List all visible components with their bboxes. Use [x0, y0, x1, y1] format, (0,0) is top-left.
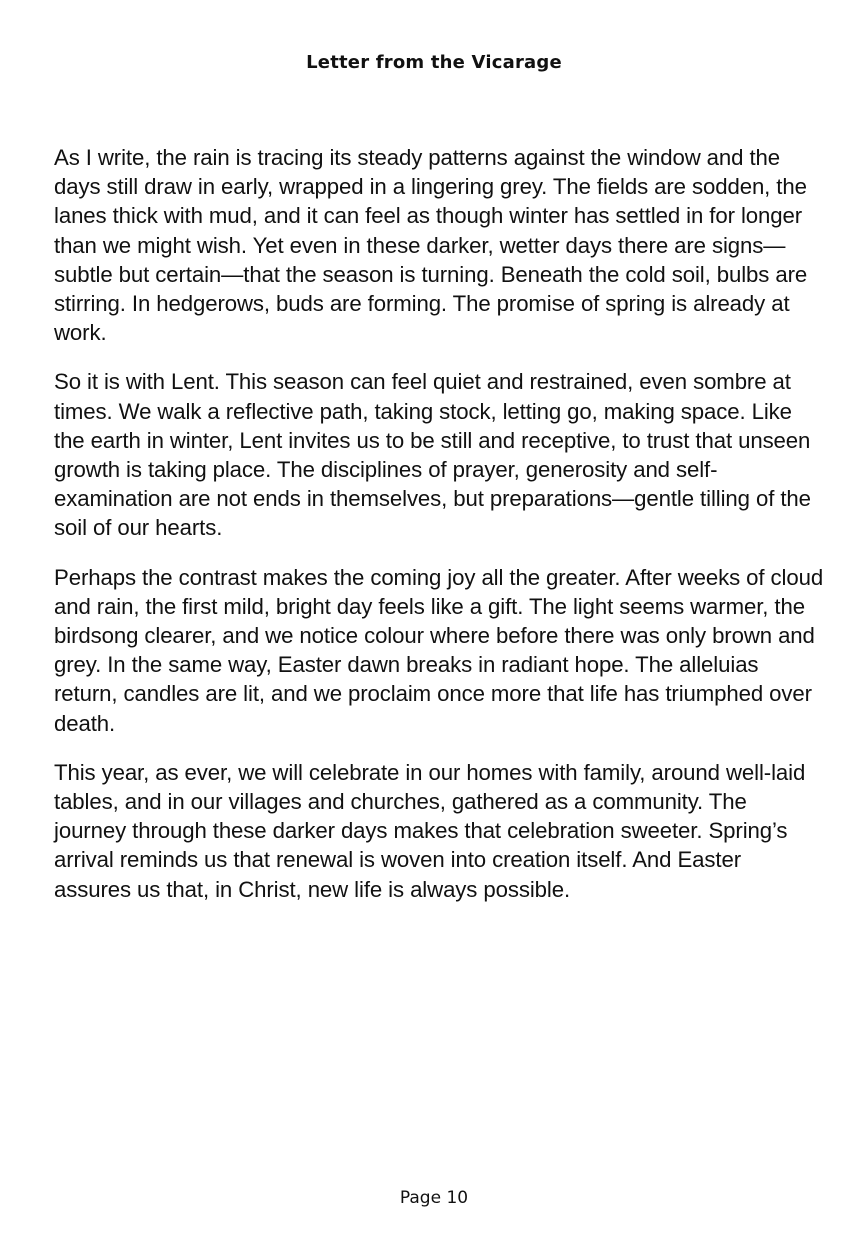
page-title: Letter from the Vicarage [306, 52, 562, 73]
page-number: Page 10 [399, 1188, 469, 1208]
paragraph: This year, as ever, we will celebrate in our homes with family, around well-laid tables, and in our villages and churches, gathered as a community. The journey through these darker days makes that celebration sweeter. Spring’s arrival reminds us that renewal is woven into creation itself. And Easter assures us that, in Christ, new life is always possible. [54, 759, 806, 902]
paragraph: Perhaps the contrast makes the coming joy all the greater. After weeks of cloud and rain, the first mild, bright day feels like a gift. The light seems warmer, the birdsong clearer, and we notice colour where before there was only brown and grey. In the same way, Easter dawn breaks in radiant hope. The alleluias return, candles are lit, and we proclaim once more that life has triumphed over death. [54, 564, 824, 736]
paragraph: As I write, the rain is tracing its steady patterns against the window and the days still draw in early, wrapped in a lingering grey. The fields are sodden, the lanes thick with mud, and it can feel as though winter has settled in for longer than we might wish. Yet even in these darker, wetter days there are signs—subtle but certain—that the season is turning. Beneath the cold soil, bulbs are stirring. In hedgerows, buds are forming. The promise of spring is already at work. [54, 145, 808, 346]
paragraph: So it is with Lent. This season can feel quiet and restrained, even sombre at times. We walk a reflective path, taking stock, letting go, making space. Like the earth in winter, Lent invites us to be still and receptive, to trust that unseen growth is taking place. The disciplines of prayer, generosity and self-examination are not ends in themselves, but preparations—gentle tilling of the soil of our hearts. [54, 369, 811, 541]
letter-body [54, 143, 824, 924]
